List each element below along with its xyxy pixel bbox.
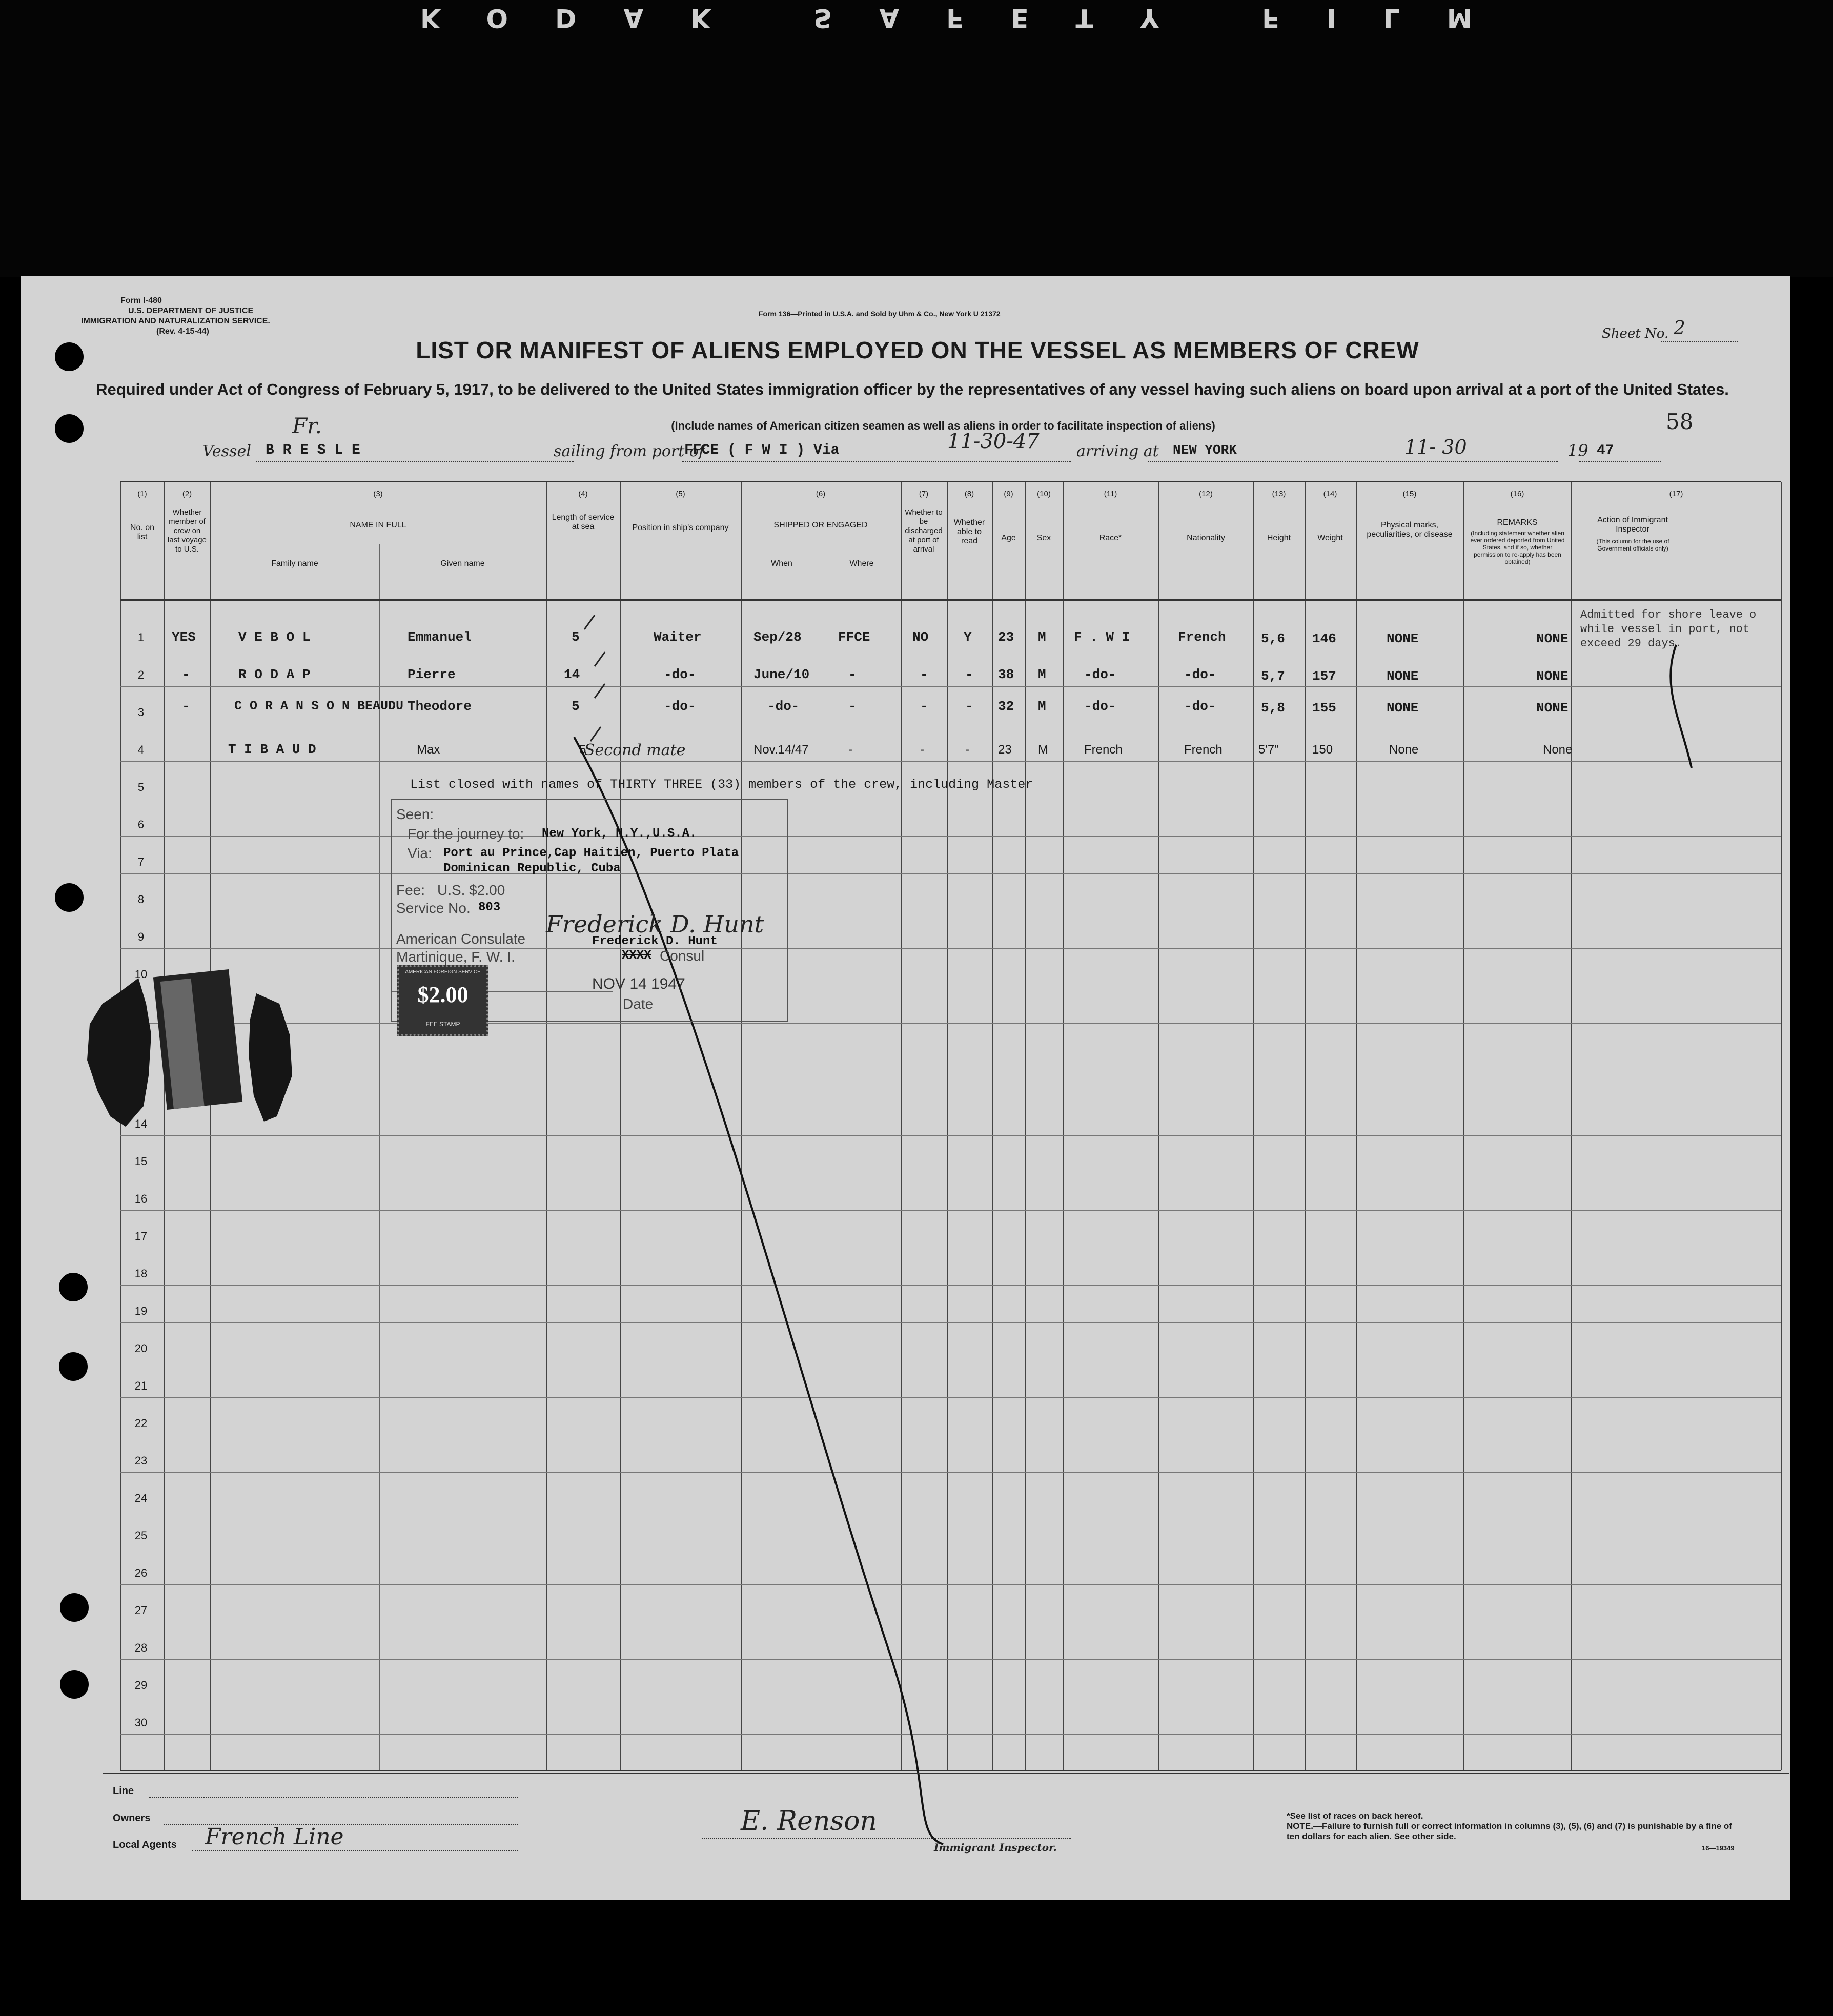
vessel-label: Vessel — [202, 442, 251, 460]
departure-port: FFCE ( F W I ) Via — [684, 442, 840, 458]
date-sailed: 11-30-47 — [947, 430, 1040, 453]
stamp-fee: U.S. $2.00 — [437, 882, 505, 898]
fee-stamp-top: AMERICAN FOREIGN SERVICE — [405, 969, 481, 975]
stamp-title-struck: XXXX — [622, 949, 651, 963]
col-head-no: No. on list — [130, 523, 155, 541]
footer-owners-label: Owners — [113, 1813, 151, 1824]
crew-2-sex: M — [1038, 667, 1046, 682]
col-head-action-note: (This column for the use of Government officials only) — [1596, 538, 1669, 552]
col-head-remarks: REMARKS — [1497, 518, 1538, 527]
row-number: 1 — [137, 631, 145, 644]
col-head-remarks-note: (Including statement whether alien ever ordered deported from United States, and if so, whether permission to re-apply has been obtained) — [1470, 530, 1565, 565]
col-number: (12) — [1199, 490, 1213, 498]
footer-agents-value: French Line — [205, 1824, 344, 1850]
footer-agents-field — [192, 1850, 518, 1851]
crew-1-sex: M — [1038, 629, 1046, 645]
row-number: 2 — [137, 668, 145, 681]
crew-2-remarks: NONE — [1536, 668, 1569, 684]
stamp-date: NOV 14 1947 — [592, 975, 685, 992]
arrival-port: NEW YORK — [1173, 442, 1237, 458]
col-number: (11) — [1104, 490, 1117, 498]
stamp-journey: New York, N.Y.,U.S.A. — [542, 827, 697, 841]
col-head-given: Given name — [440, 559, 485, 568]
stamp-journey-label: For the journey to: — [408, 826, 524, 842]
crew-4-discharged: - — [920, 743, 924, 757]
footer-line-label: Line — [113, 1785, 134, 1797]
inspector-signature-line — [702, 1838, 1071, 1839]
seal-marks — [21, 276, 1790, 1900]
crew-1-service: 5 — [572, 629, 580, 645]
crew-2-nationality: -do- — [1184, 667, 1216, 682]
crew-1-marks: NONE — [1387, 631, 1419, 646]
crew-4-where: - — [848, 743, 852, 757]
row-number: 28 — [134, 1641, 148, 1654]
manifest-title: LIST OR MANIFEST OF ALIENS EMPLOYED ON THE VESSEL AS MEMBERS OF CREW — [416, 337, 1419, 363]
col-head-position: Position in ship's company — [632, 523, 729, 532]
list-closed-note: List closed with names of THIRTY THREE (33) members of the crew, including Master — [410, 777, 1033, 792]
row-number: 27 — [134, 1604, 148, 1617]
crew-1-when: Sep/28 — [753, 629, 802, 645]
crew-3-family: C O R A N S O N BEAUDU — [234, 699, 404, 714]
crew-2-age: 38 — [998, 667, 1014, 682]
stamp-date-label: Date — [623, 996, 654, 1012]
stamp-service-label: Service No. — [396, 900, 471, 916]
stamp-via-line1: Port au Prince,Cap Haitien, Puerto Plata — [443, 846, 739, 860]
col-head-last-voyage: Whether member of crew on last voyage to U.S. — [168, 508, 207, 554]
stamp-fee-label: Fee: — [396, 882, 425, 898]
crew-4-age: 23 — [998, 743, 1012, 757]
row-number: 7 — [137, 856, 145, 868]
crew-3-last-voyage: - — [182, 699, 190, 714]
inspector-label: Immigrant Inspector. — [934, 1841, 1057, 1854]
col-head-weight: Weight — [1317, 534, 1343, 542]
col-number: (4) — [578, 490, 588, 498]
crew-1-position: Waiter — [654, 629, 702, 645]
page-number: 58 — [1666, 409, 1694, 434]
row-number: 29 — [134, 1679, 148, 1692]
stamp-consulate-line1: American Consulate — [396, 931, 526, 947]
col-number: (8) — [964, 490, 974, 498]
crew-3-sex: M — [1038, 699, 1046, 714]
crew-4-when: Nov.14/47 — [753, 743, 809, 757]
col-number: (7) — [919, 490, 929, 498]
crew-4-read: - — [965, 743, 969, 757]
col-head-race: Race* — [1099, 534, 1122, 542]
crew-2-when: June/10 — [753, 667, 810, 682]
row-number: 26 — [134, 1566, 148, 1579]
crew-2-read: - — [965, 667, 973, 682]
row-number: 17 — [134, 1230, 148, 1243]
row-number: 25 — [134, 1529, 148, 1542]
row-number: 23 — [134, 1454, 148, 1467]
row-number: 21 — [134, 1379, 148, 1392]
year-value: 47 — [1597, 443, 1614, 459]
stamp-via-label: Via: — [408, 845, 432, 861]
crew-4-remarks: None — [1543, 743, 1573, 757]
col-head-service: Length of service at sea — [552, 513, 615, 531]
sheet-number: 2 — [1674, 318, 1685, 339]
col-head-name: NAME IN FULL — [350, 521, 406, 530]
col-number: (2) — [182, 490, 192, 498]
crew-1-age: 23 — [998, 629, 1014, 645]
printer-line: Form 136—Printed in U.S.A. and Sold by Uhm & Co., New York U 21372 — [759, 310, 1001, 318]
crew-3-position: -do- — [664, 699, 696, 714]
crew-4-race: French — [1084, 743, 1123, 757]
race-note: *See list of races on back hereof. — [1287, 1811, 1423, 1821]
col-number: (13) — [1272, 490, 1286, 498]
stamp-service-no: 803 — [478, 901, 501, 914]
crew-4-marks: None — [1389, 743, 1419, 757]
vessel-name: B R E S L E — [266, 442, 360, 458]
col-head-read: Whether able to read — [953, 518, 985, 545]
crew-2-service: 14 — [564, 667, 580, 682]
row-number: 4 — [137, 743, 145, 756]
row-number: 18 — [134, 1267, 148, 1280]
crew-1-race: F . W I — [1074, 629, 1130, 645]
row-number: 19 — [134, 1305, 148, 1317]
row-number: 3 — [137, 706, 145, 719]
col-number: (15) — [1402, 490, 1417, 498]
manifest-subnote: (Include names of American citizen seamen as well as aliens in order to facilitate inspection of aliens) — [671, 419, 1215, 432]
row-number: 6 — [137, 818, 145, 831]
crew-3-when: -do- — [767, 699, 800, 714]
col-number: (1) — [137, 490, 147, 498]
arriving-label: arriving at — [1076, 442, 1159, 460]
col-head-nationality: Nationality — [1187, 534, 1225, 542]
form-id: Form I-480 — [120, 296, 162, 305]
crew-2-discharged: - — [920, 667, 928, 682]
crew-1-remarks: NONE — [1536, 631, 1569, 646]
year-prefix: 19 — [1567, 441, 1588, 460]
row-number: 9 — [137, 930, 145, 943]
row-number: 22 — [134, 1417, 148, 1430]
agency-line1: U.S. DEPARTMENT OF JUSTICE — [128, 307, 254, 315]
crew-4-family: T I B A U D — [228, 742, 316, 757]
col-head-when: When — [771, 559, 792, 568]
crew-3-age: 32 — [998, 699, 1014, 714]
manifest-subtitle: Required under Act of Congress of February 5, 1917, to be delivered to the United States immigration officer by the representatives of any vessel having such aliens on board upon arrival at a port of the United States. — [96, 380, 1729, 398]
col-head-action: Action of Immigrant Inspector — [1597, 516, 1668, 534]
footer-agents-label: Local Agents — [113, 1839, 177, 1850]
crew-4-height: 5'7" — [1258, 743, 1279, 757]
crew-1-family: V E B O L — [238, 629, 311, 645]
crew-1-weight: 146 — [1312, 631, 1336, 646]
col-head-discharged: Whether to be discharged at port of arrival — [905, 508, 943, 554]
col-head-sex: Sex — [1036, 534, 1051, 542]
crew-3-race: -do- — [1084, 699, 1116, 714]
row-number: 14 — [134, 1117, 148, 1130]
film-border-bottom — [0, 1900, 1833, 2016]
crew-3-marks: NONE — [1387, 700, 1419, 716]
row-number: 30 — [134, 1716, 148, 1729]
crew-2-height: 5,7 — [1261, 668, 1285, 684]
crew-3-service: 5 — [572, 699, 580, 714]
col-head-age: Age — [1001, 534, 1016, 542]
consul-signature: Frederick D. Hunt — [546, 910, 764, 938]
print-code: 16—19349 — [1702, 1844, 1735, 1852]
crew-3-discharged: - — [920, 699, 928, 714]
footer-line-field — [149, 1797, 518, 1798]
col-number: (10) — [1037, 490, 1051, 498]
arrival-date: 11- 30 — [1404, 436, 1467, 458]
crew-4-weight: 150 — [1312, 743, 1333, 757]
col-number: (9) — [1004, 490, 1013, 498]
col-head-marks: Physical marks, peculiarities, or disease — [1367, 521, 1453, 539]
penalty-note: NOTE.—Failure to furnish full or correct information in columns (3), (5), (6) and (7) is punishable by a fine of ten dollars for each alien. See other side. — [1287, 1821, 1732, 1841]
sailing-label: sailing from port of — [554, 442, 704, 460]
row-number: 24 — [134, 1492, 148, 1504]
crew-3-where: - — [848, 699, 857, 714]
col-head-family: Family name — [271, 559, 318, 568]
crew-4-nationality: French — [1184, 743, 1223, 757]
stamp-consulate-line2: Martinique, F. W. I. — [396, 949, 515, 965]
crew-1-given: Emmanuel — [408, 629, 472, 645]
crew-4-given: Max — [417, 743, 440, 757]
crew-1-read: Y — [964, 629, 972, 645]
crew-2-given: Pierre — [408, 667, 456, 682]
crew-1-where: FFCE — [838, 629, 870, 645]
crew-2-family: R O D A P — [238, 667, 311, 682]
row-number: 20 — [134, 1342, 148, 1355]
footer-rule — [103, 1773, 1789, 1774]
crew-4-position: Second mate — [584, 741, 686, 759]
crew-3-weight: 155 — [1312, 700, 1336, 716]
crew-3-remarks: NONE — [1536, 700, 1569, 716]
crew-2-weight: 157 — [1312, 668, 1336, 684]
stamp-seen: Seen: — [396, 806, 434, 822]
manifest-sheet — [21, 276, 1790, 1900]
crew-2-last-voyage: - — [182, 667, 190, 682]
crew-2-where: - — [848, 667, 857, 682]
form-revision: (Rev. 4-15-44) — [156, 327, 209, 336]
row-number: 5 — [137, 781, 145, 793]
fee-stamp-bottom: FEE STAMP — [425, 1021, 460, 1028]
inspector-action-note: Admitted for shore leave o while vessel in port, not exceed 29 days. — [1580, 608, 1757, 650]
crew-3-height: 5,8 — [1261, 700, 1285, 716]
col-head-where: Where — [849, 559, 874, 568]
agency-line2: IMMIGRATION AND NATURALIZATION SERVICE. — [81, 317, 270, 325]
crew-1-discharged: NO — [912, 629, 929, 645]
seal-left — [87, 978, 151, 1127]
crew-4-service: 5 — [579, 743, 586, 757]
row-number: 16 — [134, 1192, 148, 1205]
crew-1-height: 5,6 — [1261, 631, 1285, 646]
fee-stamp-amount: $2.00 — [417, 982, 469, 1007]
crew-3-nationality: -do- — [1184, 699, 1216, 714]
col-head-shipped: SHIPPED OR ENGAGED — [773, 521, 868, 530]
col-number: (17) — [1669, 490, 1683, 498]
crew-1-nationality: French — [1178, 629, 1226, 645]
crew-3-given: Theodore — [408, 699, 472, 714]
crew-2-position: -do- — [664, 667, 696, 682]
col-number: (3) — [373, 490, 383, 498]
crew-4-sex: M — [1038, 743, 1048, 757]
film-edge-code: KODAK SAFETY FILM — [420, 3, 1520, 33]
stamp-via-line2: Dominican Republic, Cuba — [443, 862, 621, 875]
inspector-signature: E. Renson — [741, 1806, 877, 1837]
crew-1-last-voyage: YES — [172, 629, 196, 645]
col-number: (16) — [1510, 490, 1524, 498]
sheet-label: Sheet No. — [1602, 326, 1669, 341]
col-number: (14) — [1323, 490, 1337, 498]
stamp-signer: Frederick D. Hunt — [592, 934, 718, 948]
col-number: (6) — [816, 490, 826, 498]
crew-2-marks: NONE — [1387, 668, 1419, 684]
col-head-height: Height — [1267, 534, 1291, 542]
row-number: 8 — [137, 893, 145, 906]
crew-2-race: -do- — [1084, 667, 1116, 682]
seal-right — [249, 993, 292, 1122]
flag-note: Fr. — [292, 413, 322, 438]
row-number: 10 — [134, 968, 148, 981]
col-number: (5) — [676, 490, 685, 498]
stamp-title: Consul — [660, 948, 705, 964]
film-border-top — [0, 0, 1833, 277]
crew-3-read: - — [965, 699, 973, 714]
row-number: 15 — [134, 1155, 148, 1168]
